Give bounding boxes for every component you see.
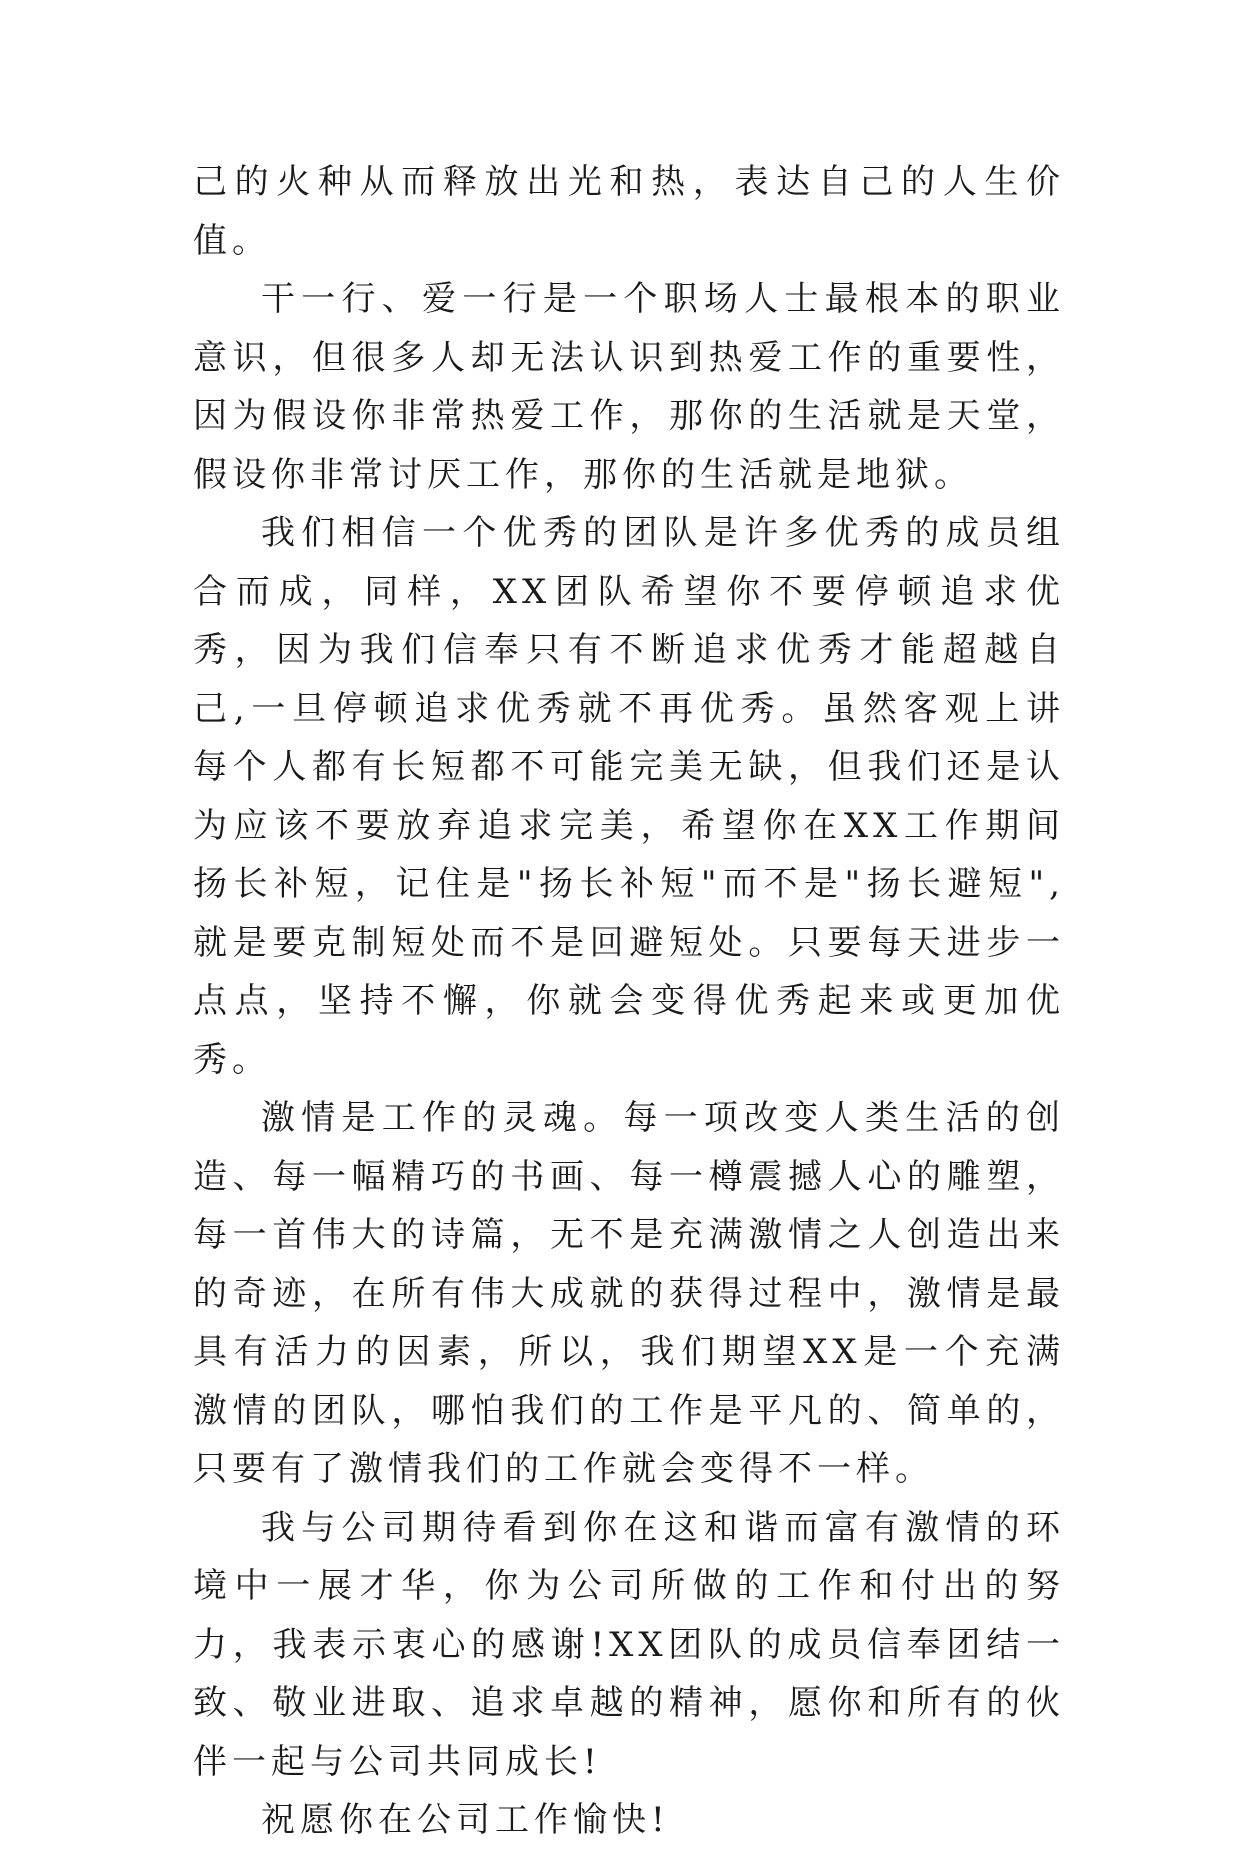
paragraph-work-love: 干一行、爱一行是一个职场人士最根本的职业意识，但很多人却无法认识到热爱工作的重要性，因为假设你非常热爱工作，那你的生活就是天堂，假设你非常讨厌工作，那你的生活就是地狱。 xyxy=(193,279,1065,495)
paragraph-gratitude: 我与公司期待看到你在这和谐而富有激情的环境中一展才华，你为公司所做的工作和付出的努力，我表示衷心的感谢!XX团队的成员信奉团结一致、敬业进取、追求卓越的精神，愿你和所有的伙伴一起与公司共同成长! xyxy=(193,1507,1065,1782)
document-body xyxy=(193,153,1065,1850)
paragraph-closing-wish: 祝愿你在公司工作愉快! xyxy=(261,1800,670,1840)
paragraph-passion: 激情是工作的灵魂。每一项改变人类生活的创造、每一幅精巧的书画、每一樽震撼人心的雕塑，每一首伟大的诗篇，无不是充满激情之人创造出来的奇迹，在所有伟大成就的获得过程中，激情是最具有活力的因素，所以，我们期望XX是一个充满激情的团队，哪怕我们的工作是平凡的、简单的，只要有了激情我们的工作就会变得不一样。 xyxy=(193,1098,1065,1489)
paragraph-continuation: 己的火种从而释放出光和热，表达自己的人生价值。 xyxy=(193,162,1065,261)
paragraph-excellence: 我们相信一个优秀的团队是许多优秀的成员组合而成，同样，XX团队希望你不要停顿追求优秀，因为我们信奉只有不断追求优秀才能超越自己,一旦停顿追求优秀就不再优秀。虽然客观上讲每个人都有长短都不可能完美无缺，但我们还是认为应该不要放弃追求完美，希望你在XX工作期间扬长补短，记住是"扬长补短"而不是"扬长避短",就是要克制短处而不是回避短处。只要每天进步一点点，坚持不懈，你就会变得优秀起来或更加优秀。 xyxy=(193,513,1065,1080)
